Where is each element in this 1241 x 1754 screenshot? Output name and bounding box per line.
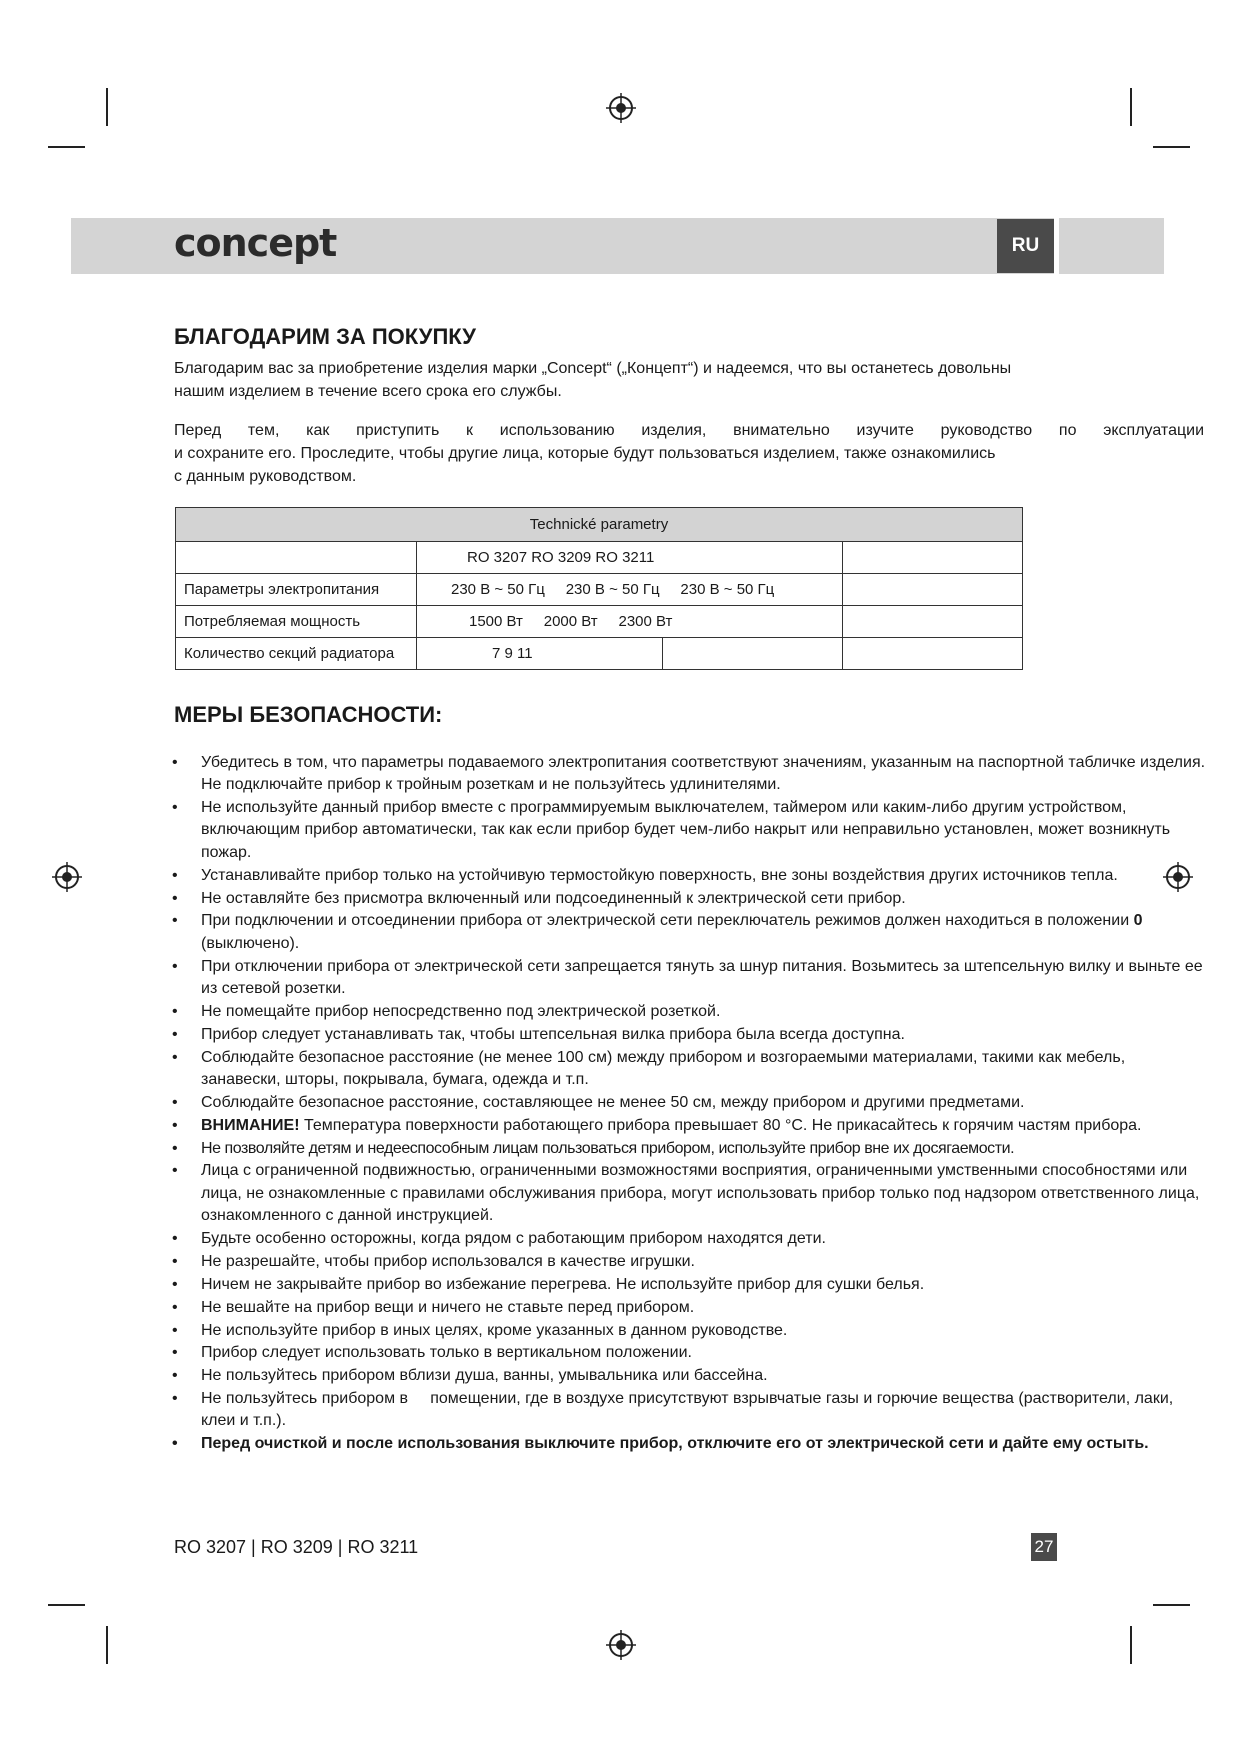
row-value: 1500 Вт 2000 Вт 2300 Вт [417, 606, 843, 638]
list-item: • ВНИМАНИЕ! Температура поверхности работающего прибора превышает 80 °C. Не прикасайтесь к горячим частям прибора. [172, 1115, 1207, 1137]
crop-mark [48, 1604, 85, 1606]
table-cell [176, 542, 417, 574]
list-item: • При подключении и отсоединении прибора от электрической сети переключатель режимов должен находиться в положении 0 (выключено). [172, 910, 1207, 955]
row-value: 7 9 11 [417, 638, 663, 670]
list-item: • Лица с ограниченной подвижностью, ограниченными возможностями восприятия, ограниченными умственными способностями или лица, не ознакомленные с правилами обслуживания прибора, могут использовать прибор только под надзором ответственного лица, ознакомленного с данной инструкцией. [172, 1160, 1207, 1227]
list-item: • Устанавливайте прибор только на устойчивую термостойкую поверхность, вне зоны воздействия других источников тепла. [172, 865, 1207, 887]
spec-table-title: Technické parametry [176, 508, 1023, 542]
brand-logo: concept [174, 221, 337, 265]
spec-table [175, 507, 1023, 670]
crop-mark [106, 1626, 108, 1664]
row-label: Потребляемая мощность [176, 606, 417, 638]
list-item: • Не разрешайте, чтобы прибор использовался в качестве игрушки. [172, 1251, 1207, 1273]
list-item: • Не пользуйтесь прибором вблизи душа, ванны, умывальника или бассейна. [172, 1365, 1207, 1387]
paragraph-line: с данным руководством. [174, 468, 357, 485]
paragraph-line: и сохраните его. Проследите, чтобы другие лица, которые будут пользоваться изделием, также ознакомились [174, 445, 996, 462]
table-cell [843, 574, 1023, 606]
row-label: Параметры электропитания [176, 574, 417, 606]
paragraph-line: Благодарим вас за приобретение изделия марки „Concept“ („Концепт“) и надеемся, что вы останетесь довольны [174, 360, 1012, 377]
crop-mark [48, 146, 85, 148]
table-row [176, 574, 1023, 606]
spec-models: RO 3207 RO 3209 RO 3211 [417, 542, 843, 574]
registration-mark-icon [52, 862, 82, 892]
paragraph-line: нашим изделием в течение всего срока его службы. [174, 383, 562, 400]
list-item: • Не вешайте на прибор вещи и ничего не ставьте перед прибором. [172, 1297, 1207, 1319]
thanks-section [174, 324, 1204, 488]
footer-models: RO 3207 | RO 3209 | RO 3211 [174, 1537, 419, 1557]
list-item: • При отключении прибора от электрической сети запрещается тянуть за шнур питания. Возьмитесь за штепсельную вилку и выньте ее из сетевой розетки. [172, 956, 1207, 1001]
list-item: • Не пользуйтесь прибором в помещении, где в воздухе присутствуют взрывчатые газы и горючие вещества (растворители, лаки, клеи и т.п.). [172, 1388, 1207, 1433]
table-cell [843, 542, 1023, 574]
table-row [176, 638, 1023, 670]
page-number: 27 [1031, 1533, 1057, 1561]
safety-list [172, 752, 1207, 1456]
table-cell [843, 606, 1023, 638]
list-item: • Убедитесь в том, что параметры подаваемого электропитания соответствуют значениям, указанным на паспортной табличке изделия. Не подключайте прибор к тройным розеткам и не пользуйтесь удлинителями. [172, 752, 1207, 797]
list-item: • Не используйте прибор в иных целях, кроме указанных в данном руководстве. [172, 1320, 1207, 1342]
spec-table-header-row [176, 508, 1023, 542]
warning-label: ВНИМАНИЕ! [201, 1116, 300, 1134]
list-item: • Прибор следует использовать только в вертикальном положении. [172, 1342, 1207, 1364]
registration-mark-icon [606, 1630, 636, 1660]
crop-mark [106, 88, 108, 126]
table-cell [843, 638, 1023, 670]
list-item: • Соблюдайте безопасное расстояние, составляющее не менее 50 см, между прибором и другими предметами. [172, 1092, 1207, 1114]
registration-mark-icon [606, 93, 636, 123]
crop-mark [1130, 1626, 1132, 1664]
row-value: 230 В ~ 50 Гц 230 В ~ 50 Гц 230 В ~ 50 Гц [417, 574, 843, 606]
list-item: • Ничем не закрывайте прибор во избежание перегрева. Не используйте прибор для сушки белья. [172, 1274, 1207, 1296]
thanks-heading: БЛАГОДАРИМ ЗА ПОКУПКУ [174, 324, 476, 349]
list-item: • Не помещайте прибор непосредственно под электрической розеткой. [172, 1001, 1207, 1023]
switch-position-value: 0 [1133, 912, 1143, 930]
list-item: • Не используйте данный прибор вместе с программируемым выключателем, таймером или каким-либо другим устройством, включающим прибор автоматически, так как если прибор будет чем-либо накрыт или неправильно установлен, может возникнуть пожар. [172, 797, 1207, 864]
header-divider [1054, 218, 1059, 274]
list-item: • Перед очисткой и после использования выключите прибор, отключите его от электрической сети и дайте ему остыть. [172, 1433, 1207, 1455]
safety-heading: МЕРЫ БЕЗОПАСНОСТИ: [174, 702, 443, 727]
crop-mark [1130, 88, 1132, 126]
table-cell [663, 638, 843, 670]
crop-mark [1153, 1604, 1190, 1606]
list-item: • Не позволяйте детям и недееспособным лицам пользоваться прибором, используйте прибор вне их досягаемости. [172, 1138, 1207, 1160]
crop-mark [1153, 146, 1190, 148]
list-item: • Не оставляйте без присмотра включенный или подсоединенный к электрической сети прибор. [172, 888, 1207, 910]
table-row [176, 606, 1023, 638]
language-badge: RU [997, 219, 1054, 273]
row-label: Количество секций радиатора [176, 638, 417, 670]
list-item: • Прибор следует устанавливать так, чтобы штепсельная вилка прибора была всегда доступна. [172, 1024, 1207, 1046]
paragraph-line: Перед тем, как приступить к использованию изделия, внимательно изучите руководство по эксплуатации [174, 422, 1204, 439]
table-row [176, 542, 1023, 574]
list-item: • Соблюдайте безопасное расстояние (не менее 100 см) между прибором и возгораемыми материалами, такими как мебель, занавески, шторы, покрывала, бумага, одежда и т.п. [172, 1047, 1207, 1092]
list-item: • Будьте особенно осторожны, когда рядом с работающим прибором находятся дети. [172, 1228, 1207, 1250]
